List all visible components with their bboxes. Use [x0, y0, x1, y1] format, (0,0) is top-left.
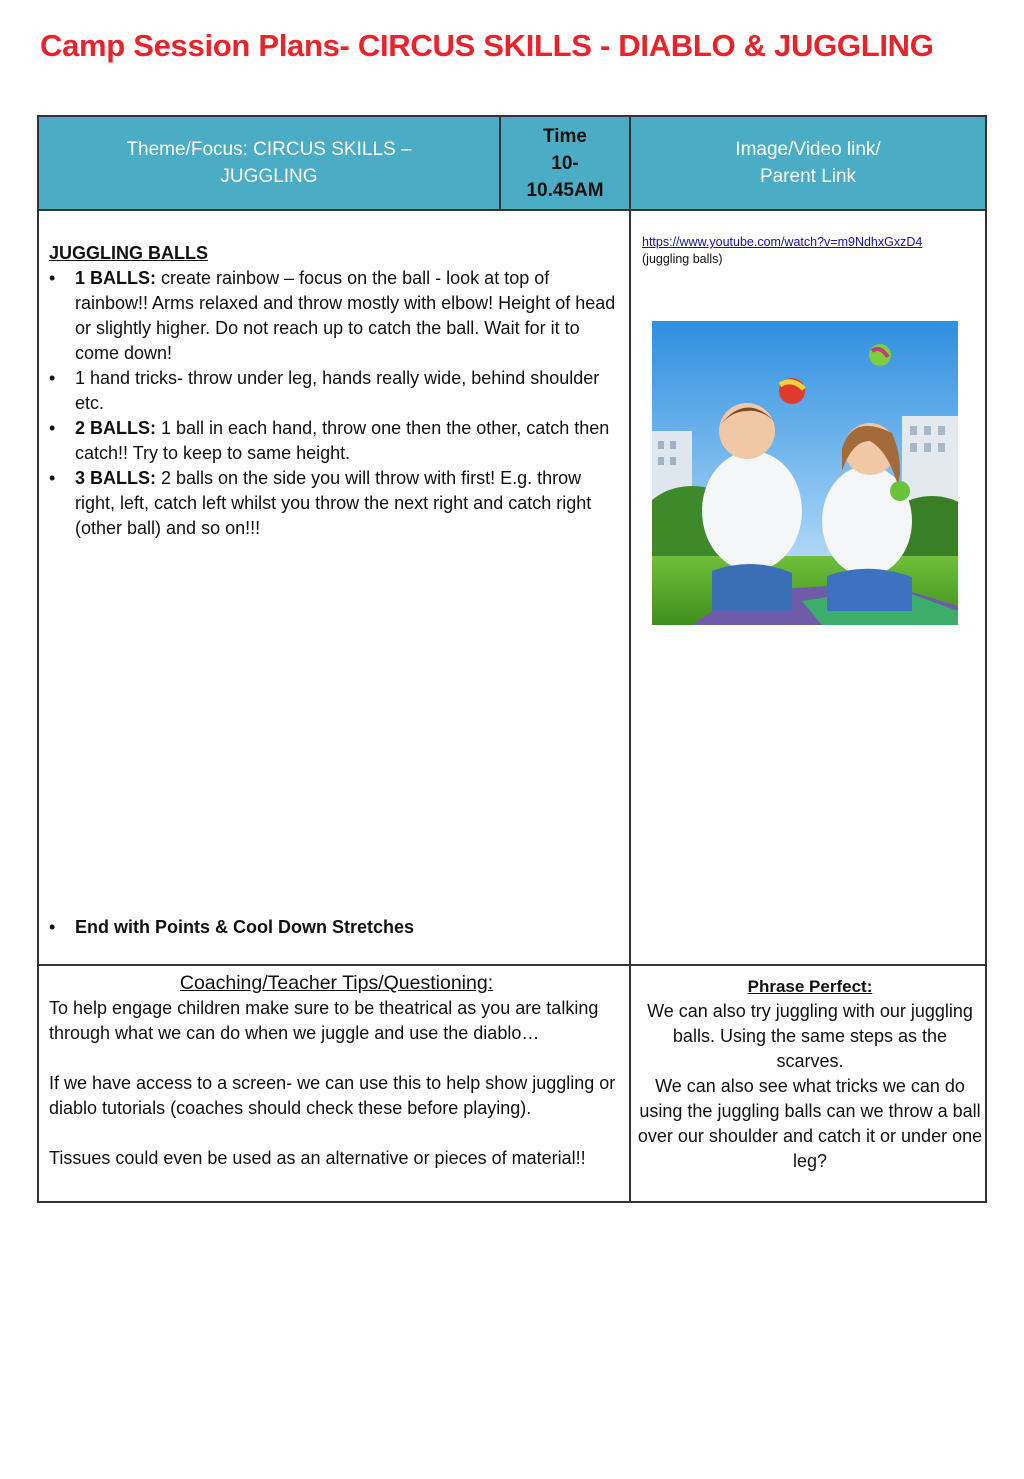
- theme-value: JUGGLING: [220, 166, 318, 187]
- activity-heading: JUGGLING BALLS: [49, 243, 209, 263]
- time-value-end: 10.45AM: [526, 179, 604, 201]
- coaching-tips-section: [49, 971, 624, 1171]
- item-label: 3 BALLS:: [75, 468, 156, 488]
- photo-illustration: [652, 321, 958, 625]
- list-item: [49, 416, 624, 466]
- list-item: [49, 366, 624, 416]
- time-value-start: 10-: [551, 152, 579, 174]
- tips-paragraph: Tissues could even be used as an alternative or pieces of material!!: [49, 1148, 586, 1168]
- end-item: • End with Points & Cool Down Stretches: [49, 915, 624, 940]
- tips-paragraph: If we have access to a screen- we can use this to help show juggling or diablo tutorials (coaches should check these before playing).: [49, 1073, 616, 1118]
- video-link[interactable]: https://www.youtube.com/watch?v=m9NdhxGxzD4: [642, 235, 923, 249]
- page-title: Camp Session Plans- CIRCUS SKILLS - DIABLO & JUGGLING: [40, 28, 934, 63]
- time-header-cell: [501, 117, 631, 209]
- session-plan-table: [37, 115, 987, 1203]
- phrase-paragraph: We can also try juggling with our juggling balls. Using the same steps as the scarves.: [647, 1001, 973, 1071]
- tips-heading: Coaching/Teacher Tips/Questioning:: [179, 972, 494, 994]
- image-label: Image/Video link/: [735, 139, 881, 160]
- item-text: 2 balls on the side you will throw with first! E.g. throw right, left, catch left whilst you throw the next right and catch right (other ball) and so on!!!: [75, 468, 592, 538]
- activity-list: [49, 266, 624, 541]
- item-text: 1 hand tricks- throw under leg, hands really wide, behind shoulder etc.: [75, 368, 600, 413]
- parent-link-label: Parent Link: [759, 166, 857, 187]
- tips-paragraph: To help engage children make sure to be theatrical as you are talking through what we can do when we juggle and use the diablo…: [49, 998, 599, 1043]
- juggling-kids-photo: [652, 321, 958, 625]
- column-divider: [629, 209, 631, 1203]
- activity-content: [49, 241, 624, 541]
- time-label: Time: [542, 125, 587, 147]
- theme-header-cell: [39, 117, 501, 209]
- phrase-perfect-section: [637, 974, 983, 1174]
- image-header-cell: [631, 117, 985, 209]
- phrase-paragraph: We can also see what tricks we can do using the juggling balls can we throw a ball over our shoulder and catch it or under one leg?: [637, 1076, 983, 1171]
- video-link-block: [642, 234, 982, 268]
- item-label: 2 BALLS:: [75, 418, 156, 438]
- header-divider: [39, 209, 985, 211]
- item-label: 1 BALLS:: [75, 268, 156, 288]
- phrase-heading: Phrase Perfect:: [747, 977, 873, 996]
- item-text: 1 ball in each hand, throw one then the other, catch then catch!! Try to keep to same height.: [75, 418, 610, 463]
- row-divider: [39, 964, 985, 966]
- video-link-caption: (juggling balls): [642, 252, 723, 266]
- theme-label: Theme/Focus: CIRCUS SKILLS –: [126, 139, 412, 160]
- item-text: create rainbow – focus on the ball - look at top of rainbow!! Arms relaxed and throw mostly with elbow! Height of head or slightly higher. Do not reach up to catch the ball. Wait for it to come down!: [75, 268, 616, 363]
- list-item: [49, 466, 624, 541]
- list-item: [49, 266, 624, 366]
